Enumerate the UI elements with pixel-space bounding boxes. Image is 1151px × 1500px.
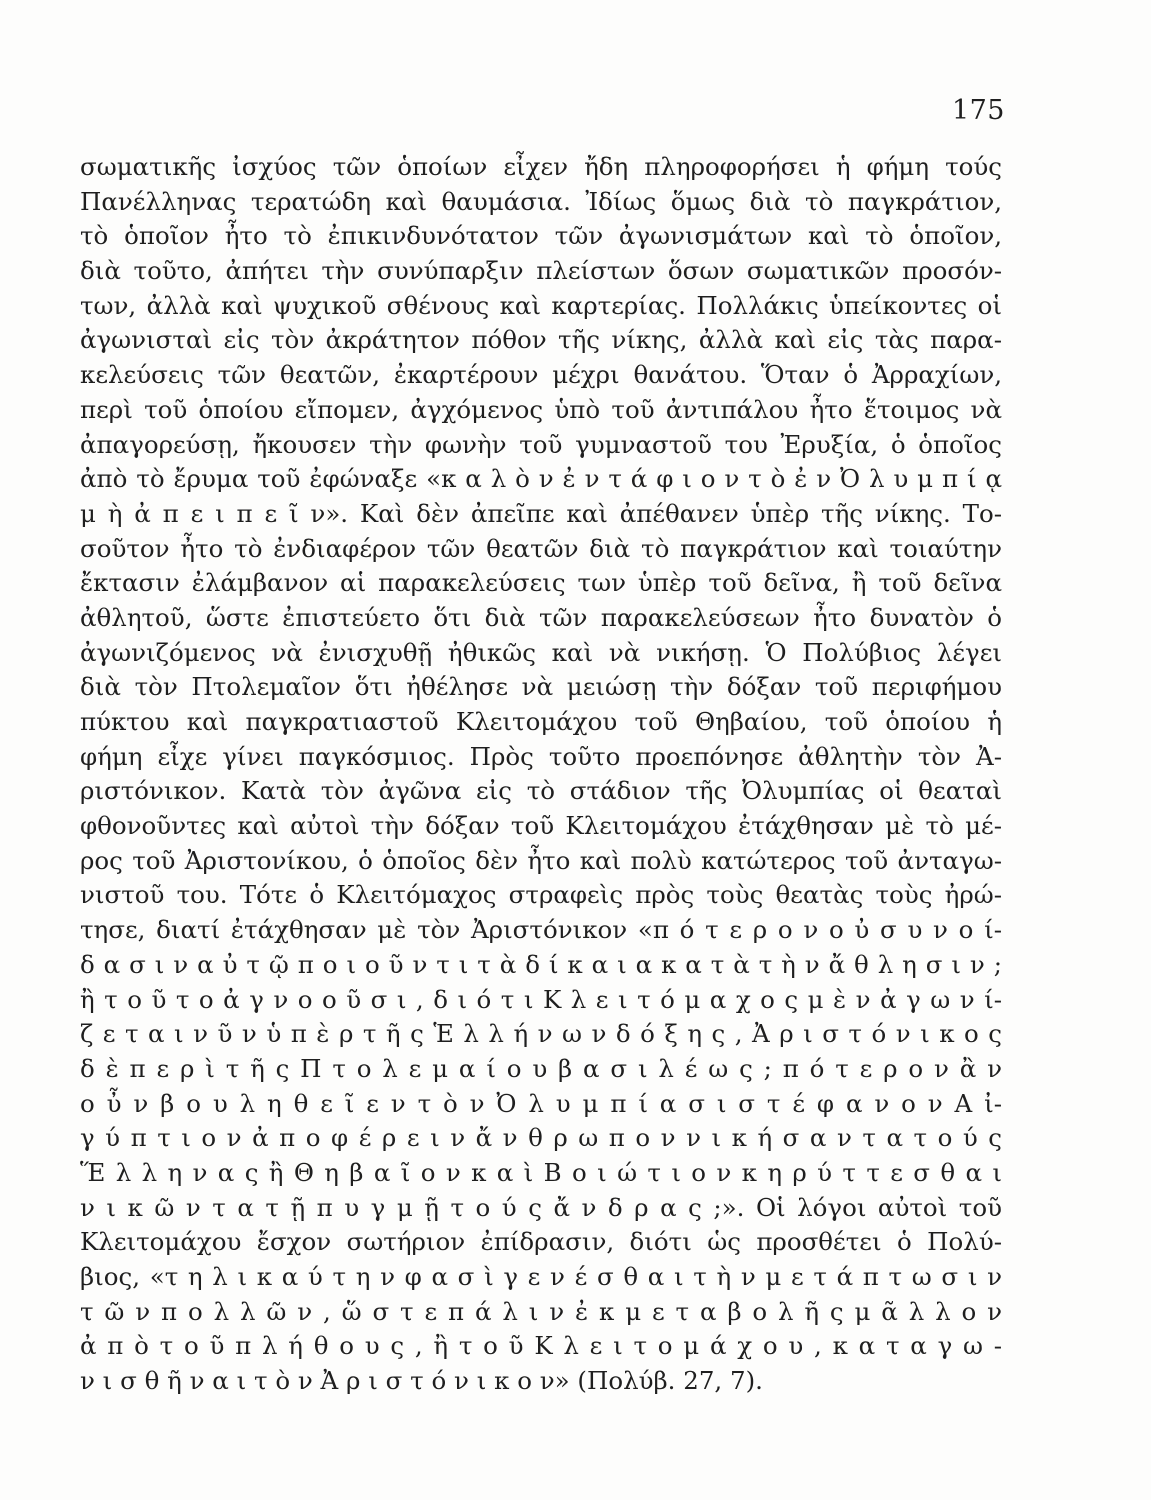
text-line: Κλειτομάχου ἔσχον σωτήριον ἐπίδρασιν, διότι ὡς προσθέτει ὁ Πολύ-: [80, 1227, 1002, 1257]
text-line: ἀθλητοῦ, ὥστε ἐπιστεύετο ὅτι διὰ τῶν παρακελεύσεων ἦτο δυνατὸν ὁ: [80, 602, 1002, 632]
text-line: διὰ τὸν Πτολεμαῖον ὅτι ἠθέλησε νὰ μειώσῃ τὴν δόξαν τοῦ περιφήμου: [80, 672, 1002, 702]
text-line: φθονοῦντες καὶ αὐτοὶ τὴν δόξαν τοῦ Κλειτομάχου ἐτάχθησαν μὲ τὸ μέ-: [80, 811, 1002, 841]
text-line: ἀπαγορεύσῃ, ἤκουσεν τὴν φωνὴν τοῦ γυμναστοῦ του Ἐρυξία, ὁ ὁποῖος: [80, 429, 1002, 459]
text-line: διὰ τοῦτο, ἀπήτει τὴν συνύπαρξιν πλείστων ὅσων σωματικῶν προσόν-: [80, 256, 1002, 286]
text-line: ν ι κ ῶ ν τ α τ ῇ π υ γ μ ῇ τ ο ύ ς ἄ ν δ ρ α ς ;». Οἱ λόγοι αὐτοὶ τοῦ: [80, 1192, 1002, 1222]
text-line: ρος τοῦ Ἀριστονίκου, ὁ ὁποῖος δὲν ἦτο καὶ πολὺ κατώτερος τοῦ ἀνταγω-: [80, 845, 1002, 875]
text-line: ἀγωνισταὶ εἰς τὸν ἀκράτητον πόθον τῆς νίκης, ἀλλὰ καὶ εἰς τὰς παρα-: [80, 325, 1002, 355]
page-number: 175: [951, 95, 1005, 126]
text-line: των, ἀλλὰ καὶ ψυχικοῦ σθένους καὶ καρτερίας. Πολλάκις ὑπείκοντες οἱ: [80, 290, 1002, 320]
text-line: δ ὲ π ε ρ ὶ τ ῆ ς Π τ ο λ ε μ α ί ο υ β α σ ι λ έ ω ς ; π ό τ ε ρ ο ν ἂ ν: [80, 1053, 1002, 1083]
text-line: ἀγωνιζόμενος νὰ ἐνισχυθῇ ἠθικῶς καὶ νὰ νικήσῃ. Ὁ Πολύβιος λέγει: [80, 637, 1002, 667]
text-line: βιος, «τ η λ ι κ α ύ τ η ν φ α σ ὶ γ ε ν έ σ θ α ι τ ὴ ν μ ε τ ά π τ ω σ ι ν: [80, 1262, 1002, 1291]
text-line: Πανέλληνας τερατώδη καὶ θαυμάσια. Ἰδίως ὅμως διὰ τὸ παγκράτιον,: [80, 186, 1002, 216]
text-line: σωματικῆς ἰσχύος τῶν ὁποίων εἶχεν ἤδη πληροφορήσει ἡ φήμη τούς: [80, 152, 1002, 181]
text-line: ἀ π ὸ τ ο ῦ π λ ή θ ο υ ς , ἢ τ ο ῦ Κ λ ε ι τ ο μ ά χ ο υ , κ α τ α γ ω -: [80, 1331, 1002, 1361]
text-line: δ α σ ι ν α ὐ τ ῷ π ο ι ο ῦ ν τ ι τ ὰ δ ί κ α ι α κ α τ ὰ τ ὴ ν ἄ θ λ η σ ι ν ;: [80, 949, 1002, 979]
text-line: μ ὴ ἀ π ε ι π ε ῖ ν». Καὶ δὲν ἀπεῖπε καὶ ἀπέθανεν ὑπὲρ τῆς νίκης. Το-: [80, 498, 1002, 528]
body-text: [80, 150, 1002, 1399]
text-line: ζ ε τ α ι ν ῦ ν ὑ π ὲ ρ τ ῆ ς Ἑ λ λ ή ν ω ν δ ό ξ η ς , Ἀ ρ ι σ τ ό ν ι κ ο ς: [80, 1019, 1002, 1049]
text-line: φήμη εἶχε γίνει παγκόσμιος. Πρὸς τοῦτο προεπόνησε ἀθλητὴν τὸν Ἀ-: [80, 741, 1002, 771]
text-line: κελεύσεις τῶν θεατῶν, ἐκαρτέρουν μέχρι θανάτου. Ὅταν ὁ Ἀρραχίων,: [80, 360, 1002, 390]
text-line-last: ν ι σ θ ῆ ν α ι τ ὸ ν Ἀ ρ ι σ τ ό ν ι κ ο ν» (Πολύβ. 27, 7).: [80, 1366, 763, 1396]
text-line: ἢ τ ο ῦ τ ο ἀ γ ν ο ο ῦ σ ι , δ ι ό τ ι Κ λ ε ι τ ό μ α χ ο ς μ ὲ ν ἀ γ ω ν ί-: [80, 984, 1002, 1014]
text-line: πύκτου καὶ παγκρατιαστοῦ Κλειτομάχου τοῦ Θηβαίου, τοῦ ὁποίου ἡ: [80, 707, 1002, 736]
text-line: Ἕ λ λ η ν α ς ἢ Θ η β α ῖ ο ν κ α ὶ Β ο ι ώ τ ι ο ν κ η ρ ύ τ τ ε σ θ α ι: [80, 1157, 1002, 1187]
text-line: σοῦτον ἦτο τὸ ἐνδιαφέρον τῶν θεατῶν διὰ τὸ παγκράτιον καὶ τοιαύτην: [80, 533, 1002, 563]
text-line: γ ύ π τ ι ο ν ἀ π ο φ έ ρ ε ι ν ἄ ν θ ρ ω π ο ν ν ι κ ή σ α ν τ α τ ο ύ ς: [80, 1123, 1002, 1153]
text-line: ο ὖ ν β ο υ λ η θ ε ῖ ε ν τ ὸ ν Ὀ λ υ μ π ί α σ ι σ τ έ φ α ν ο ν Α ἰ-: [80, 1088, 1002, 1118]
text-line: ριστόνικον. Κατὰ τὸν ἀγῶνα εἰς τὸ στάδιον τῆς Ὀλυμπίας οἱ θεαταὶ: [80, 776, 1002, 806]
text-line: τ ῶ ν π ο λ λ ῶ ν , ὥ σ τ ε π ά λ ι ν ἐ κ μ ε τ α β ο λ ῆ ς μ ᾶ λ λ ο ν: [80, 1296, 1002, 1326]
text-line: ἔκτασιν ἐλάμβανον αἱ παρακελεύσεις των ὑπὲρ τοῦ δεῖνα, ἢ τοῦ δεῖνα: [80, 568, 1002, 598]
text-line: τὸ ὁποῖον ἦτο τὸ ἐπικινδυνότατον τῶν ἀγωνισμάτων καὶ τὸ ὁποῖον,: [80, 221, 1002, 251]
text-line: ἀπὸ τὸ ἔρυμα τοῦ ἐφώναξε «κ α λ ὸ ν ἐ ν τ ά φ ι ο ν τ ὸ ἐ ν Ὀ λ υ μ π ί ᾳ: [80, 464, 1002, 494]
text-line: νιστοῦ του. Τότε ὁ Κλειτόμαχος στραφεὶς πρὸς τοὺς θεατὰς τοὺς ἠρώ-: [80, 880, 1002, 910]
text-line: τησε, διατί ἐτάχθησαν μὲ τὸν Ἀριστόνικον «π ό τ ε ρ ο ν ο ὐ σ υ ν ο ί-: [80, 915, 1002, 945]
text-line: περὶ τοῦ ὁποίου εἴπομεν, ἀγχόμενος ὑπὸ τοῦ ἀντιπάλου ἦτο ἕτοιμος νὰ: [80, 394, 1002, 424]
